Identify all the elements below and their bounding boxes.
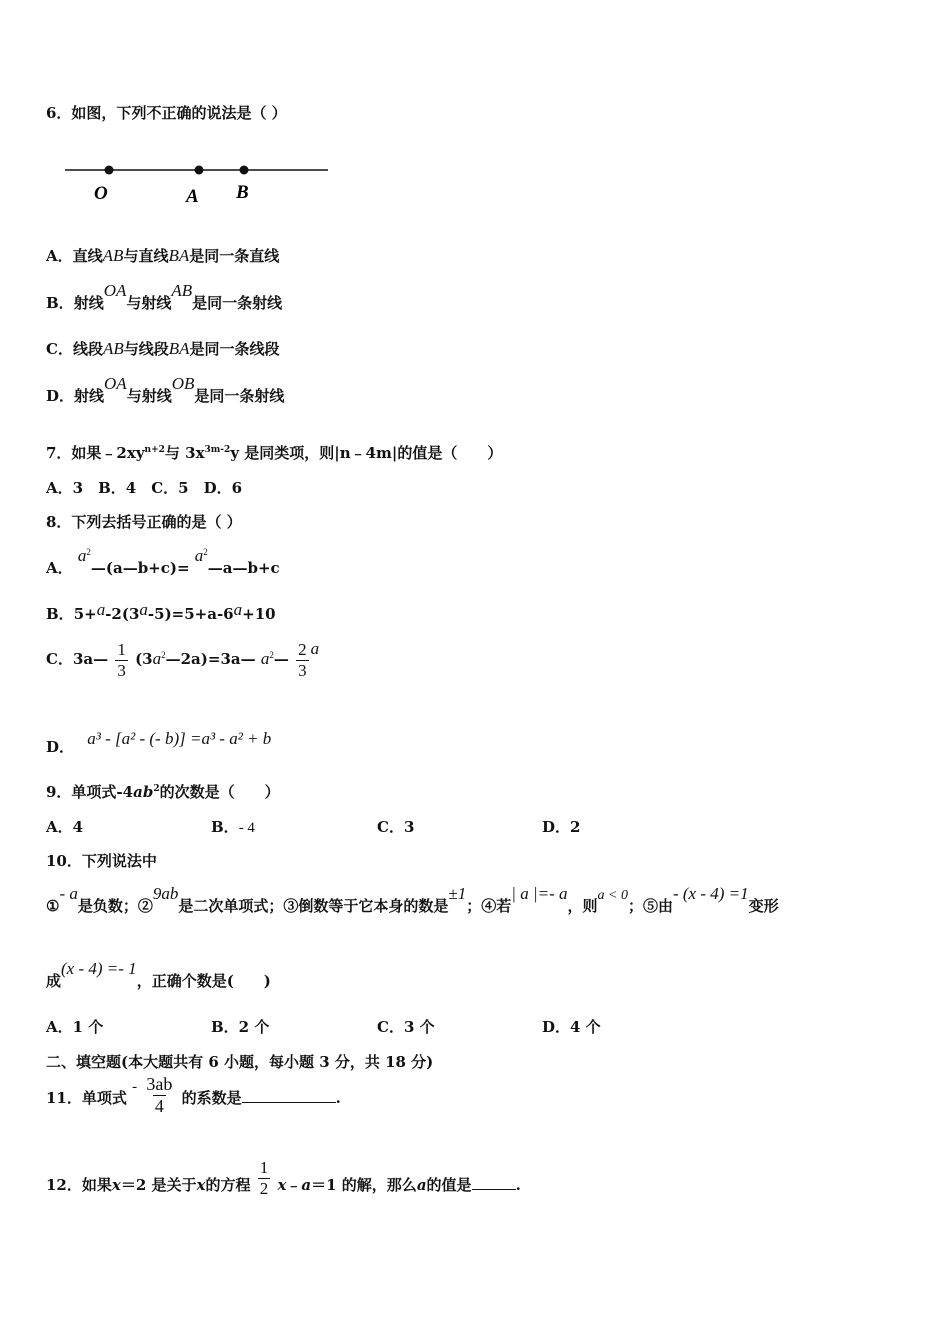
q12-stem: 12．如果x＝2 是关于x的方程 $\frac{1}{2}$ x﹣a＝1 的解，那么a的值是 . bbox=[46, 1158, 521, 1198]
q8-option-c: C．3a— $\frac{1}{3}$ $(3a^2—2a)=3a—$ $a^2—$ $\frac{2}{3}$ a bbox=[46, 639, 320, 680]
q6-option-b: B．射线OA与射线AB是同一条射线 bbox=[46, 281, 283, 312]
label-O: O bbox=[94, 183, 108, 204]
q8-option-a: A． $a^2—(a—b+c)=$ $a^2—a—b+c$ bbox=[46, 546, 280, 577]
q7-options: A．3 B．4 C．5 D．6 bbox=[46, 479, 243, 497]
fraction-3ab-over-4: $\frac{3ab}{4}$ bbox=[146, 1074, 173, 1116]
q6-figure bbox=[60, 155, 340, 210]
q8-d-expression: a³ - [a² - (- b)] =a³ - a² + b bbox=[87, 729, 272, 748]
q6-option-a: A．直线AB与直线BA是同一条直线 bbox=[46, 246, 280, 265]
label-B: B bbox=[236, 182, 249, 203]
q11-stem: 11．单项式 - $\frac{3ab}{4}$ 的系数是 . bbox=[46, 1074, 341, 1116]
q11-answer-blank[interactable] bbox=[242, 1088, 336, 1103]
q8-title: 8．下列去括号正确的是（ ） bbox=[46, 513, 242, 531]
q10-statements-line2: 成(x - 4) =- 1，正确个数是( ) bbox=[46, 959, 271, 990]
q6-option-d: D．射线OA与射线OB是同一条射线 bbox=[46, 374, 285, 405]
fraction-two-thirds: $\frac{2}{3}$ bbox=[298, 640, 307, 680]
q6-option-c: C．线段AB与线段BA是同一条线段 bbox=[46, 339, 280, 358]
q8-option-d: D． a³ - [a² - (- b)] =a³ - a² + b bbox=[46, 729, 272, 756]
label-A: A bbox=[186, 186, 199, 207]
point-A bbox=[195, 166, 204, 175]
q6-title: 6．如图，下列不正确的说法是（ ） bbox=[46, 104, 287, 122]
point-B bbox=[240, 166, 249, 175]
q12-answer-blank[interactable] bbox=[472, 1175, 516, 1190]
q7-stem: 7．如果$﹣2xy^{n+2}$与 $3x^{3m-2}y$ 是同类项，则|n﹣4m|的值是（ ） bbox=[46, 444, 503, 462]
section-2-heading: 二、填空题(本大题共有 6 小题，每小题 3 分，共 18 分) bbox=[46, 1053, 434, 1071]
point-O bbox=[105, 166, 114, 175]
q8-option-b: B．5+a-2(3a-5)=5+a-6a+10 bbox=[46, 600, 276, 623]
fraction-one-third: $\frac{1}{3}$ bbox=[117, 640, 126, 680]
q10-statements-line1: ①- a是负数；②9ab是二次单项式；③倒数等于它本身的数是±1；④若| a |=- a，则a < 0；⑤由- (x - 4) =1变形 bbox=[46, 884, 779, 915]
fraction-one-half: $\frac{1}{2}$ bbox=[259, 1158, 269, 1198]
q10-title: 10．下列说法中 bbox=[46, 852, 157, 870]
q9-stem: 9．单项式$-4ab^2$的次数是（ ） bbox=[46, 783, 280, 801]
